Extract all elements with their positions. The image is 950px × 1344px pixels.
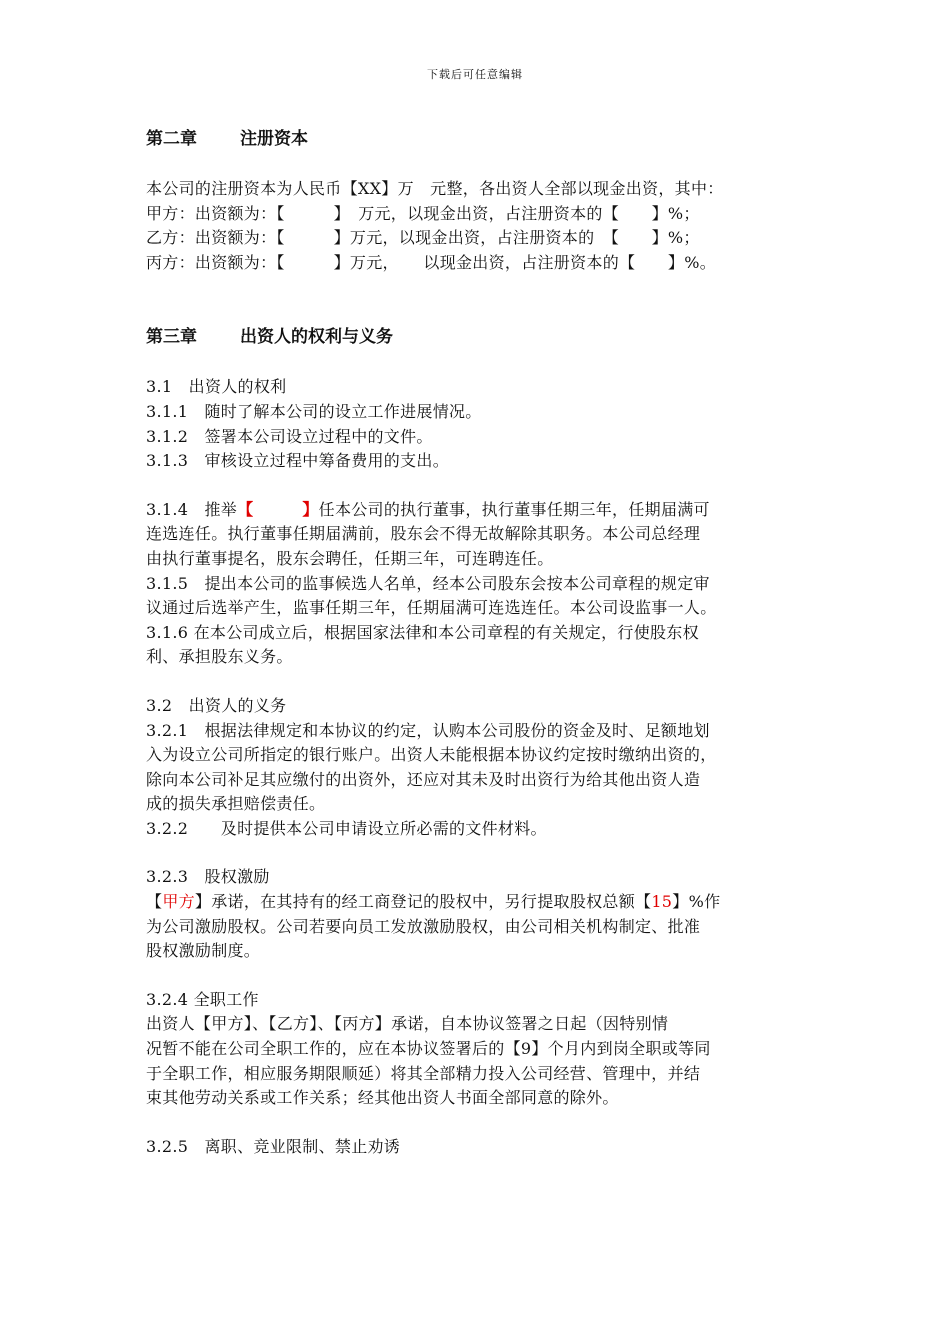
clause-line: 除向本公司补足其应缴付的出资外，还应对其未及时出资行为给其他出资人造: [146, 769, 701, 789]
clause-line: 3.1.5 提出本公司的监事候选人名单，经本公司股东会按本公司章程的规定审: [146, 573, 710, 593]
clause-line: 3.1.6 在本公司成立后，根据国家法律和本公司章程的有关规定，行使股东权: [146, 622, 699, 642]
duties-section: [146, 694, 810, 1160]
clause-heading: 3.2.4 全职工作: [146, 989, 259, 1009]
clause-line: 成的损失承担赔偿责任。: [146, 794, 326, 814]
clause-line: 入为设立公司所指定的银行账户。出资人未能根据本协议约定按时缴纳出资的，: [146, 745, 717, 765]
chapter-3-title: 出资人的权利与义务: [240, 327, 393, 348]
clause-line: 于全职工作，相应服务期限顺延）将其全部精力投入公司经营、管理中，并结: [146, 1063, 701, 1083]
clause-text: 任本公司的执行董事，执行董事任期三年，任期届满可: [318, 499, 710, 519]
capital-line: 本公司的注册资本为人民币【XX】万 元整，各出资人全部以现金出资，其中：: [146, 179, 724, 198]
clause-line: 利、承担股东义务。: [146, 647, 293, 667]
director-placeholder: 【 】: [237, 499, 319, 519]
document-body: [146, 126, 810, 1159]
clause-line: 3.1.3 审核设立过程中筹备费用的支出。: [146, 451, 450, 471]
clause-line: 3.2.2 及时提供本公司申请设立所必需的文件材料。: [146, 818, 547, 838]
chapter-3-heading: [146, 324, 810, 350]
bracket-open: 【: [146, 892, 163, 912]
clause-line: 3.2.1 根据法律规定和本协议的约定，认购本公司股份的资金及时、足额地划: [146, 720, 710, 740]
registered-capital-section: [146, 177, 810, 275]
chapter-3-number: 第三章: [146, 327, 197, 348]
clause-heading: 3.2.5 离职、竞业限制、禁止劝诱: [146, 1136, 401, 1156]
header-note: 下载后可任意编辑: [427, 68, 523, 81]
rights-section: [146, 375, 810, 670]
clause-line: 束其他劳动关系或工作关系；经其他出资人书面全部同意的除外。: [146, 1088, 619, 1108]
clause-line: 连选连任。执行董事任期届满前，股东会不得无故解除其职务。本公司总经理: [146, 524, 701, 544]
capital-line: 乙方：出资额为：【 】万元，以现金出资，占注册资本的 【 】%；: [146, 228, 700, 248]
clause-3-1-4: [146, 498, 810, 523]
chapter-2-heading: [146, 126, 810, 152]
section-heading: 3.2 出资人的义务: [146, 695, 287, 715]
capital-line: 甲方：出资额为：【 】 万元，以现金出资，占注册资本的【 】%；: [146, 203, 700, 223]
clause-prefix: 3.1.4 推举: [146, 499, 238, 519]
clause-line: 3.1.2 签署本公司设立过程中的文件。: [146, 426, 433, 446]
clause-heading: 3.2.3 股权激励: [146, 867, 270, 887]
percent-highlight: 15: [651, 892, 673, 912]
clause-line: 由执行董事提名，股东会聘任，任期三年，可连聘连任。: [146, 548, 554, 568]
clause-3-2-3-text: [146, 890, 810, 915]
party-highlight: 甲方: [162, 892, 195, 912]
clause-text: 】承诺，在其持有的经工商登记的股权中，另行提取股权总额【: [194, 892, 652, 912]
clause-text: 】%作: [672, 892, 721, 912]
clause-line: 股权激励制度。: [146, 941, 261, 961]
clause-line: 议通过后选举产生，监事任期三年，任期届满可连选连任。本公司设监事一人。: [146, 598, 717, 618]
clause-line: 3.1.1 随时了解本公司的设立工作进展情况。: [146, 401, 482, 421]
capital-line: 丙方：出资额为：【 】万元， 以现金出资，占注册资本的【 】%。: [146, 252, 717, 272]
clause-line: 况暂不能在公司全职工作的，应在本协议签署后的【9】个月内到岗全职或等同: [146, 1039, 711, 1059]
section-heading: 3.1 出资人的权利: [146, 377, 287, 397]
clause-line: 出资人【甲方】、【乙方】、【丙方】承诺，自本协议签署之日起（因特别情: [146, 1014, 669, 1034]
chapter-2-title: 注册资本: [240, 129, 308, 149]
chapter-2-number: 第二章: [146, 129, 197, 149]
clause-line: 为公司激励股权。公司若要向员工发放激励股权，由公司相关机构制定、批准: [146, 916, 701, 936]
